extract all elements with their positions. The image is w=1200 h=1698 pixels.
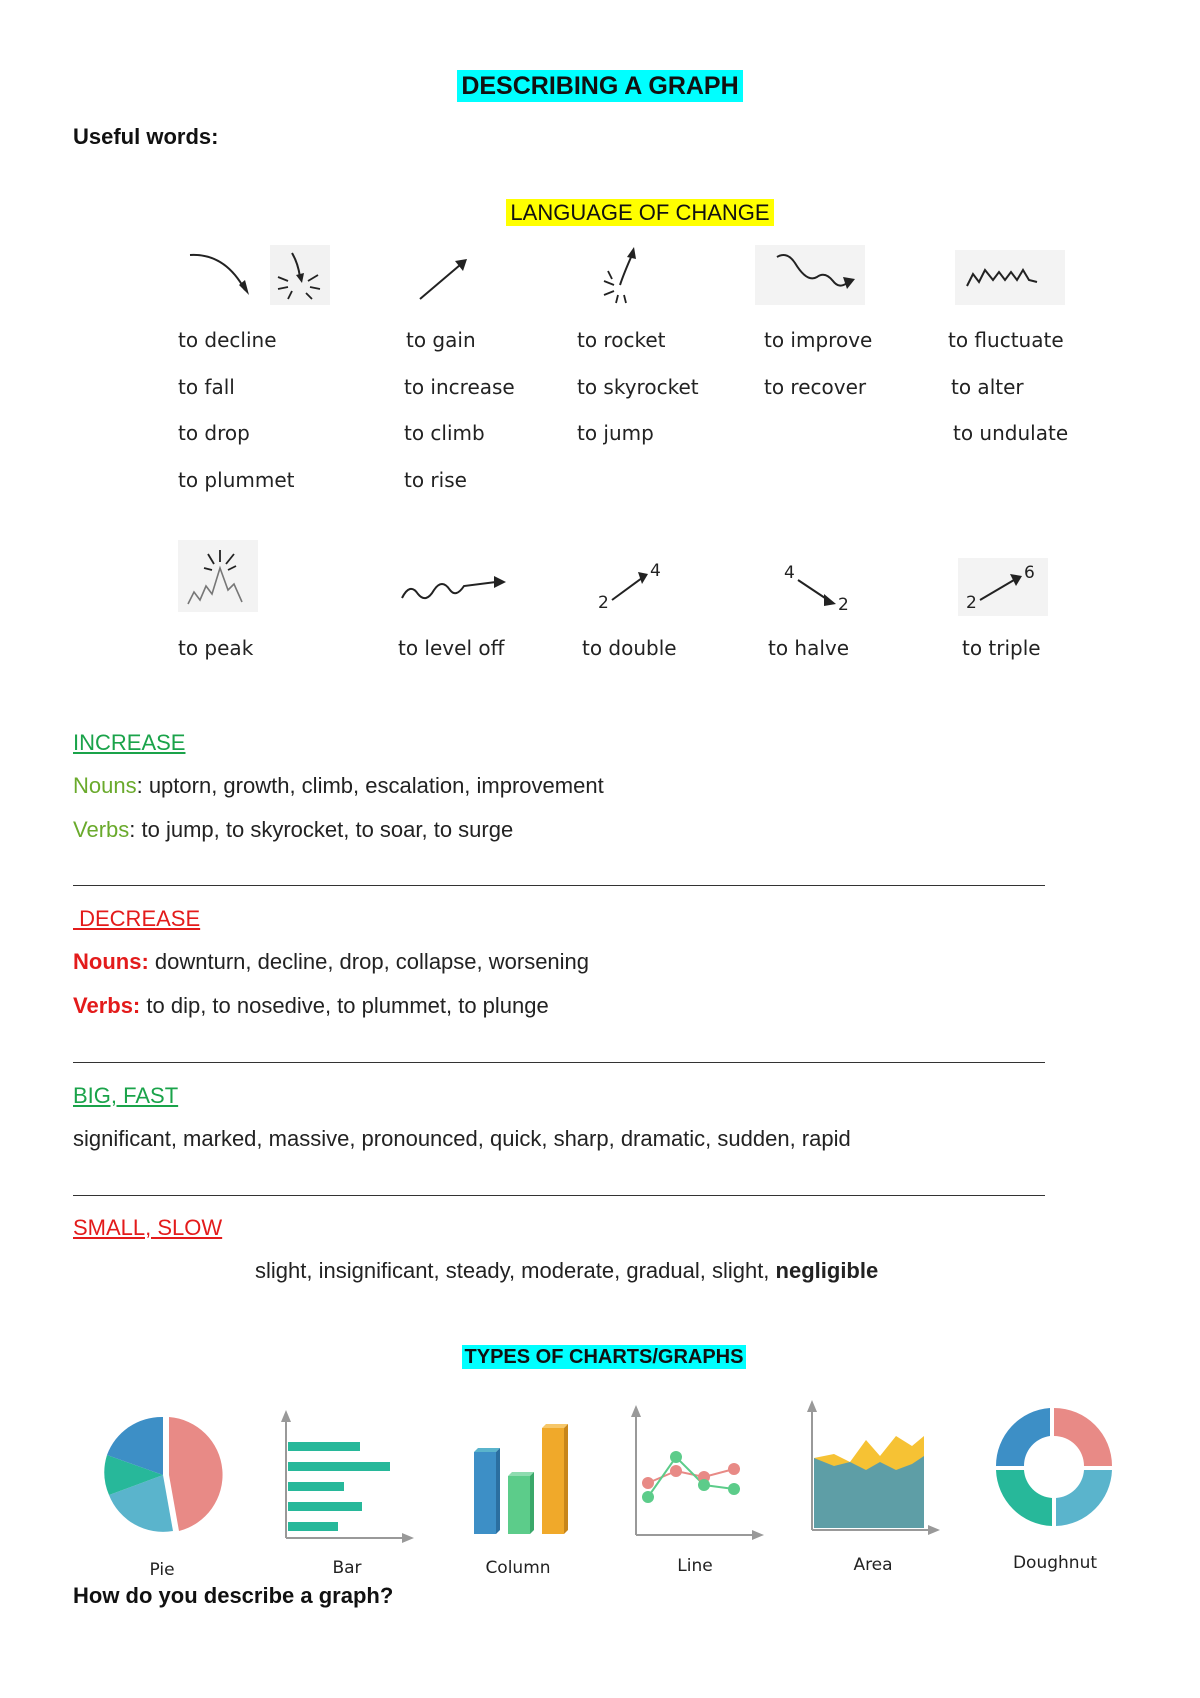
- divider: [73, 885, 1045, 886]
- from-value: 2: [966, 593, 977, 613]
- chart-type-label: Area: [853, 1555, 893, 1575]
- nouns-label: Nouns:: [73, 949, 149, 974]
- types-of-charts-heading: TYPES OF CHARTS/GRAPHS: [0, 1346, 1200, 1369]
- chart-type-label: Pie: [149, 1560, 175, 1580]
- wavy-arrow-right-icon: [398, 568, 508, 608]
- verbs-text: to dip, to nosedive, to plummet, to plunge: [140, 993, 549, 1018]
- area-chart-icon: [804, 1400, 944, 1536]
- change-word: to level off: [398, 636, 505, 660]
- change-word: to fluctuate: [948, 328, 1064, 352]
- change-word: to alter: [951, 375, 1024, 399]
- change-word: to decline: [178, 328, 277, 352]
- to-value: 6: [1024, 563, 1035, 583]
- change-word: to gain: [406, 328, 476, 352]
- increase-nouns: [73, 773, 604, 799]
- chart-type-label: Bar: [332, 1558, 362, 1578]
- question: How do you describe a graph?: [73, 1583, 394, 1608]
- nouns-text: downturn, decline, drop, collapse, worsening: [148, 949, 590, 974]
- change-word: to plummet: [178, 468, 295, 492]
- chart-type-label: Doughnut: [1012, 1553, 1098, 1573]
- doughnut-chart-icon: [990, 1404, 1120, 1534]
- divider: [73, 1062, 1045, 1063]
- big-fast-words: significant, marked, massive, pronounced, quick, sharp, dramatic, sudden, rapid: [73, 1126, 851, 1151]
- change-word: to undulate: [953, 421, 1069, 445]
- change-word: to skyrocket: [577, 375, 699, 399]
- arrow-up-right-icon: [415, 255, 475, 305]
- halve-arrow-icon: [780, 560, 860, 616]
- verbs-label: Verbs:: [73, 993, 141, 1018]
- increase-heading: INCREASE: [73, 730, 186, 755]
- language-of-change-heading: LANGUAGE OF CHANGE: [0, 200, 1200, 226]
- rocket-burst-arrow-icon: [590, 245, 650, 305]
- to-value: 4: [650, 561, 661, 581]
- change-word: to increase: [404, 375, 515, 399]
- arrow-curving-down-icon: [185, 245, 255, 301]
- negligible-word: negligible: [775, 1258, 879, 1283]
- change-word: to peak: [178, 636, 254, 660]
- change-word: to recover: [764, 375, 867, 399]
- change-word: to double: [582, 636, 677, 660]
- change-word: to drop: [178, 421, 250, 445]
- chart-type-label: Line: [677, 1556, 713, 1576]
- decrease-heading: DECREASE: [73, 906, 201, 931]
- small-slow-heading: SMALL, SLOW: [73, 1215, 223, 1240]
- change-word: to climb: [404, 421, 485, 445]
- peak-burst-icon: [178, 540, 258, 612]
- double-arrow-icon: [594, 558, 674, 614]
- useful-words-label: Useful words:: [73, 124, 219, 149]
- decrease-verbs: [73, 993, 549, 1019]
- change-word: to rise: [404, 468, 467, 492]
- decrease-nouns: [73, 949, 589, 975]
- change-word: to halve: [768, 636, 850, 660]
- column-chart-icon: [468, 1420, 578, 1540]
- chart-type-label: Column: [485, 1558, 551, 1578]
- change-word: to fall: [178, 375, 235, 399]
- zigzag-line-icon: [955, 250, 1065, 305]
- change-word: to rocket: [577, 328, 666, 352]
- from-value: 2: [598, 593, 609, 613]
- verbs-text: : to jump, to skyrocket, to soar, to surge: [129, 817, 514, 842]
- pie-chart-icon: [95, 1405, 235, 1545]
- change-word: to triple: [962, 636, 1041, 660]
- page-title: DESCRIBING A GRAPH: [0, 72, 1200, 101]
- wavy-arrow-down-right-icon: [755, 245, 865, 305]
- divider: [73, 1195, 1045, 1196]
- small-slow-words: [255, 1258, 878, 1284]
- nouns-label: Nouns: [73, 773, 137, 798]
- increase-verbs: [73, 817, 513, 843]
- change-word: to jump: [577, 421, 654, 445]
- big-fast-heading: BIG, FAST: [73, 1083, 179, 1108]
- nouns-text: : uptorn, growth, climb, escalation, improvement: [136, 773, 604, 798]
- splash-burst-icon: [270, 245, 330, 305]
- from-value: 4: [784, 563, 795, 583]
- line-chart-icon: [628, 1405, 768, 1543]
- change-word: to improve: [764, 328, 873, 352]
- to-value: 2: [838, 595, 849, 615]
- triple-arrow-icon: [958, 558, 1048, 616]
- bar-chart-icon: [278, 1410, 418, 1545]
- verbs-label: Verbs: [73, 817, 130, 842]
- small-slow-text: slight, insignificant, steady, moderate, gradual, slight,: [255, 1258, 776, 1283]
